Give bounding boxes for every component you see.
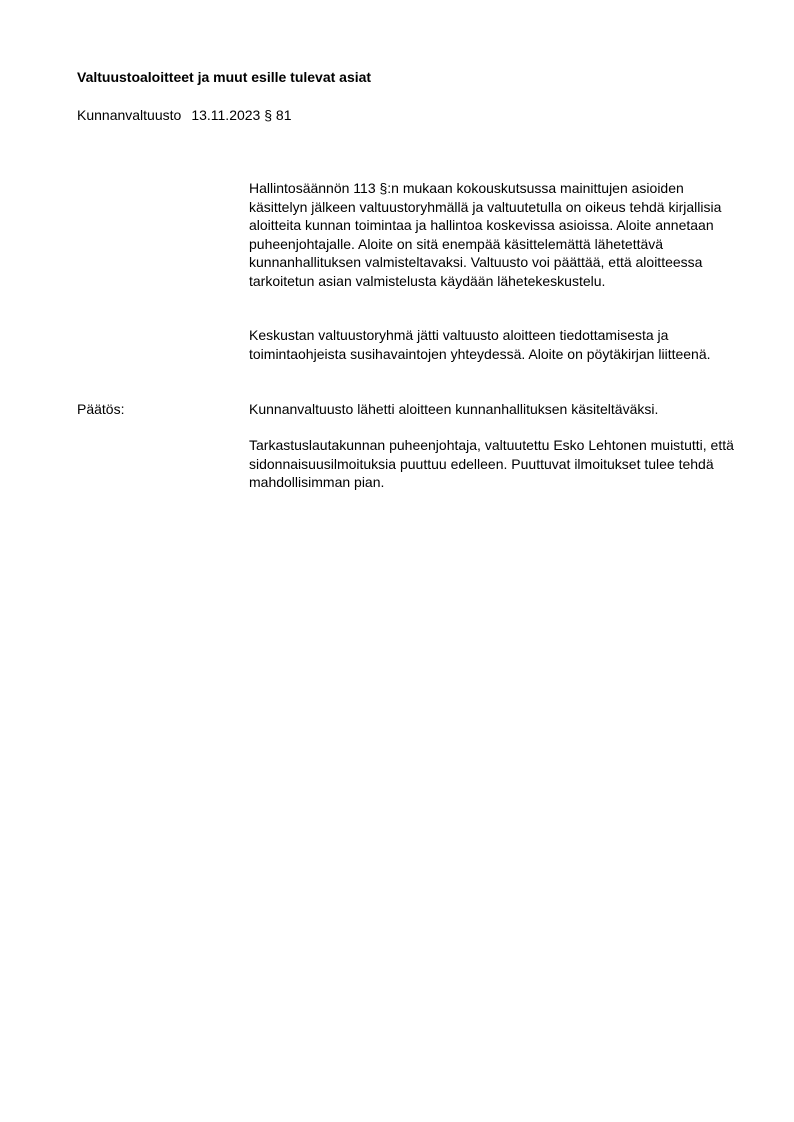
preparation-paragraph: Hallintosäännön 113 §:n mukaan kokouskutsussa mainittujen asioiden käsittelyn jälkeen valtuustoryhmällä ja valtuutetulla on oikeus tehdä kirjallisia aloitteita kunnan toimintaa ja hallintoa koskevissa asioissa. Aloite annetaan puheenjohtajalle. Aloite on sitä enempää käsittelemättä lähetettävä kunnanhallituksen valmisteltavaksi. Valtuusto voi päättää, että aloitteessa tarkoitetun asian valmistelusta käydään lähetekeskustelu. [249, 180, 722, 289]
decision-paragraph: Tarkastuslautakunnan puheenjohtaja, valtuutettu Esko Lehtonen muistutti, että sidonnaisuusilmoituksia puuttuu edelleen. Puuttuvat ilmoitukset tulee tehdä mahdollisimman pian. [249, 437, 734, 490]
decision-label: Päätös: [77, 401, 125, 417]
preparation-paragraph: Keskustan valtuustoryhmä jätti valtuusto aloitteen tiedottamisesta ja toimintaohjeista susihavaintojen yhteydessä. Aloite on pöytäkirjan liitteenä. [249, 327, 711, 362]
document-title: Valtuustoaloitteet ja muut esille tulevat asiat [77, 69, 372, 85]
meeting-body: Kunnanvaltuusto [77, 107, 182, 123]
meeting-date-section: 13.11.2023 § 81 [191, 107, 292, 123]
meeting-reference [77, 107, 291, 123]
decision-paragraph: Kunnanvaltuusto lähetti aloitteen kunnanhallituksen käsiteltäväksi. [249, 401, 659, 417]
